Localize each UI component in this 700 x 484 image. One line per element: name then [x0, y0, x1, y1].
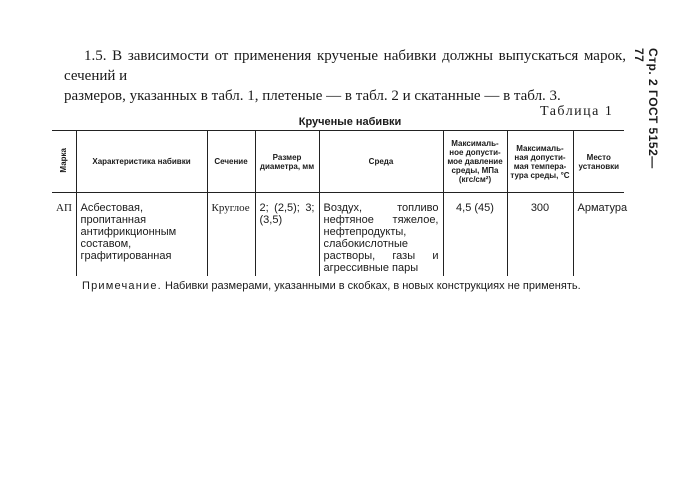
paragraph-line-2: размеров, указанных в табл. 1, плетеные — в табл. 2 и скатанные — в табл. 3.: [64, 88, 561, 104]
page-side-header: Стр. 2 ГОСТ 5152—77: [632, 48, 660, 169]
table-row: [52, 193, 624, 277]
header-section: Сечение: [207, 131, 255, 193]
note-label: Примечание.: [82, 280, 162, 292]
cell-medium: Воздух, топливо нефтяное тяжелое, нефтепродукты, слабокислотные растворы, газы и агрессивные пары: [319, 193, 443, 277]
header-size: Размер диаметра, мм: [255, 131, 319, 193]
table-number: Таблица 1: [540, 104, 614, 119]
cell-pressure: 4,5 (45): [443, 193, 507, 277]
cell-size: 2; (2,5); 3; (3,5): [255, 193, 319, 277]
table-note: [82, 280, 642, 292]
cell-characteristic: Асбестовая, пропитанная антифрикционным составом, графитированная: [76, 193, 207, 277]
header-place: Место установки: [573, 131, 624, 193]
cell-temperature: 300: [507, 193, 573, 277]
paragraph-line-1: 1.5. В зависимости от применения крученые набивки должны выпускаться марок, сечений и: [64, 48, 626, 84]
header-mark: Марка: [52, 131, 76, 193]
cell-place: Арматура: [573, 193, 624, 277]
table-header-row: [52, 131, 624, 193]
header-temperature: Максималь-ная допусти-мая темпера-тура среды, °С: [507, 131, 573, 193]
cell-section: Круглое: [207, 193, 255, 277]
header-medium: Среда: [319, 131, 443, 193]
header-characteristic: Характеристика набивки: [76, 131, 207, 193]
intro-paragraph: [64, 46, 626, 106]
packing-table: [52, 130, 628, 276]
header-pressure: Максималь-ное допусти-мое давление среды, МПа (кгс/см²): [443, 131, 507, 193]
cell-mark: АП: [52, 193, 76, 277]
note-text: Набивки размерами, указанными в скобках, в новых конструкциях не применять.: [165, 280, 581, 292]
table-title: Крученые набивки: [298, 116, 402, 128]
